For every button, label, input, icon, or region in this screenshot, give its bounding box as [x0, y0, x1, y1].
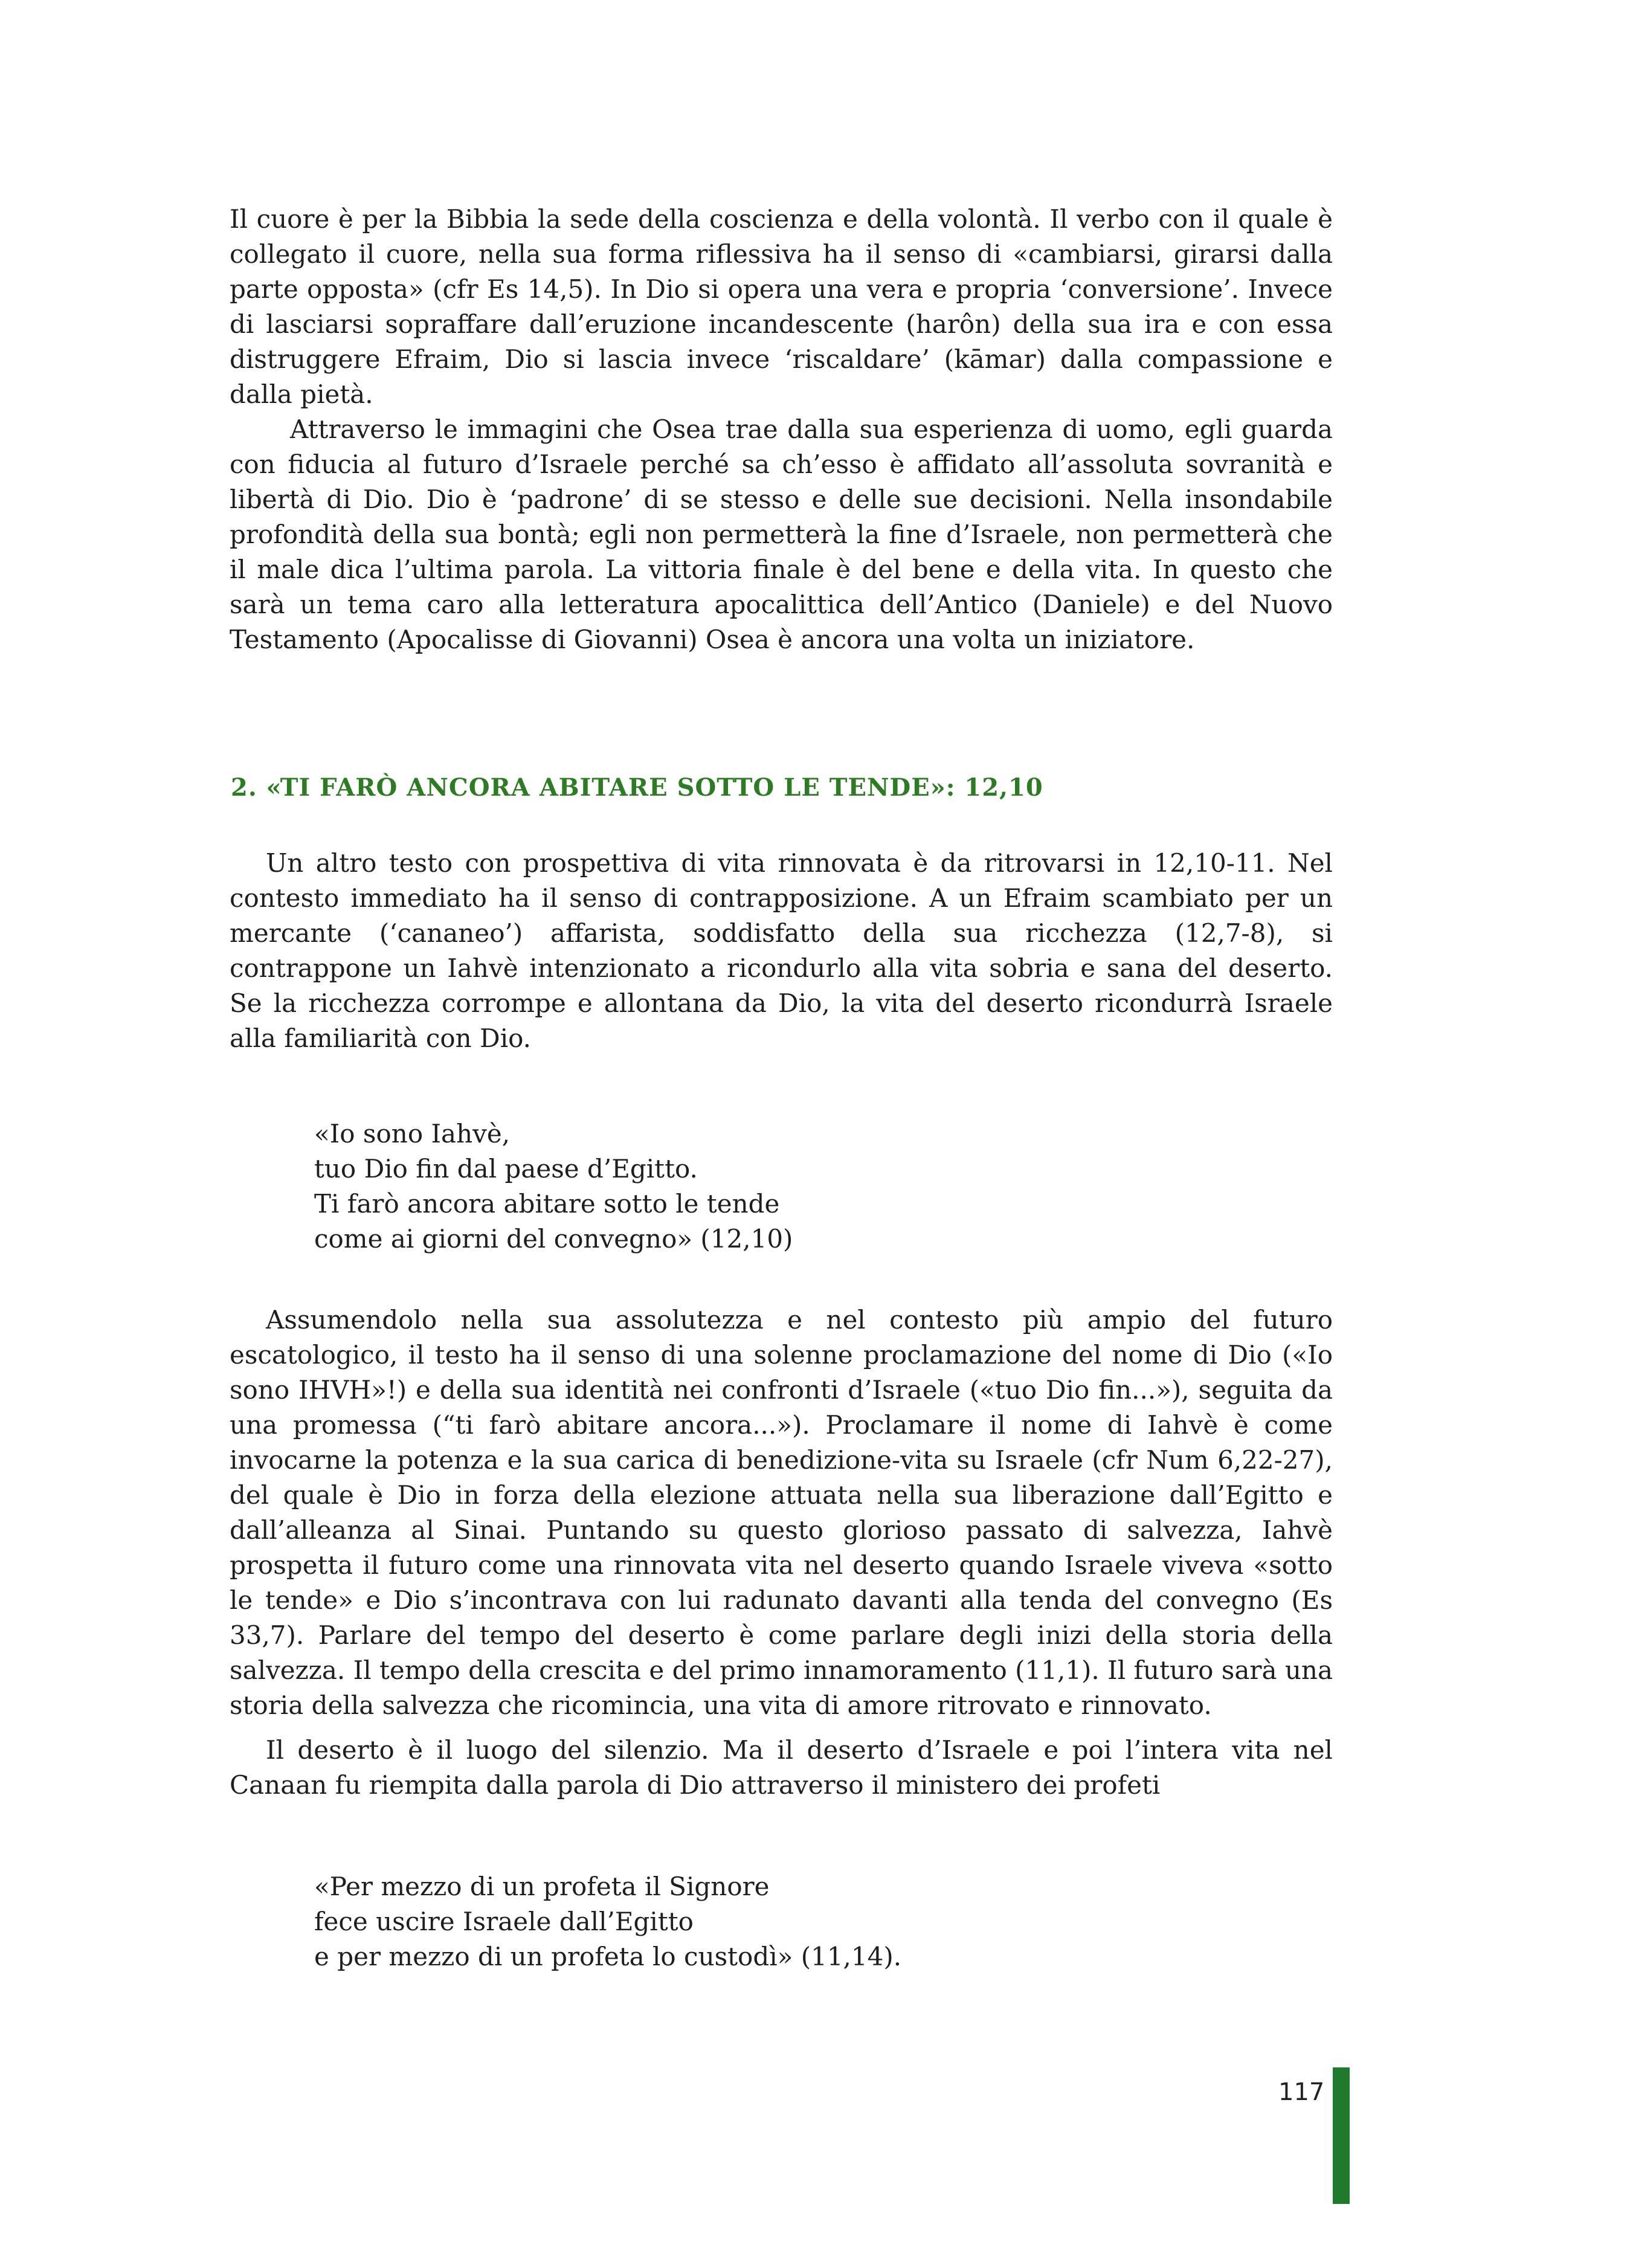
quote-line: Ti farò ancora abitare sotto le tende [314, 1189, 780, 1219]
scripture-quote-1 [314, 1116, 793, 1257]
body-text-block-3 [230, 1303, 1333, 1803]
body-text-block-1 [230, 202, 1333, 657]
scripture-quote-2 [314, 1869, 901, 1974]
paragraph: Un altro testo con prospettiva di vita rinnovata è da ritrovarsi in 12,10-11. Nel contesto immediato ha il senso di contrapposizione. A un Efraim scambiato per un mercante (‘cananeo’) affarista, soddisfatto della sua ricchezza (12,7-8), si contrappone un Iahvè intenzionato a ricondurlo alla vita sobria e sana del deserto. Se la ricchezza corrompe e allontana da Dio, la vita del deserto ricondurrà Israele alla familiarità con Dio. [230, 848, 1333, 1053]
paragraph: Assumendolo nella sua assolutezza e nel contesto più ampio del futuro escatologico, il testo ha il senso di una solenne proclamazione del nome di Dio («Io sono IHVH»!) e della sua identità nei confronti d’Israele («tuo Dio fin...»), seguita da una promessa (“ti farò abitare ancora...»). Proclamare il nome di Iahvè è come invocarne la potenza e la sua carica di benedizione-vita su Israele (cfr Num 6,22-27), del quale è Dio in forza della elezione attuata nella sua liberazione dall’Egitto e dall’alleanza al Sinai. Puntando su questo glorioso passato di salvezza, Iahvè prospetta il futuro come una rinnovata vita nel deserto quando Israele viveva «sotto le tende» e Dio s’incontrava con lui radunato davanti alla tenda del convegno (Es 33,7). Parlare del tempo del deserto è come parlare degli inizi della storia della salvezza. Il tempo della crescita e del primo innamoramento (11,1). Il futuro sarà una storia della salvezza che ricomincia, una vita di amore ritrovato e rinnovato. [230, 1305, 1333, 1720]
quote-line: tuo Dio fin dal paese d’Egitto. [314, 1154, 698, 1184]
quote-line: «Io sono Iahvè, [314, 1119, 511, 1148]
section-heading: 2. «TI FARÒ ANCORA ABITARE SOTTO LE TENDE»: 12,10 [231, 773, 1043, 802]
quote-line: e per mezzo di un profeta lo custodì» (11,14). [314, 1942, 902, 1971]
page-edge-marker [1333, 2067, 1350, 2204]
quote-line: «Per mezzo di un profeta il Signore [314, 1872, 770, 1901]
quote-line: fece uscire Israele dall’Egitto [314, 1907, 694, 1936]
paragraph: Il cuore è per la Bibbia la sede della coscienza e della volontà. Il verbo con il quale è collegato il cuore, nella sua forma riflessiva ha il senso di «cambiarsi, girarsi dalla parte opposta» (cfr Es 14,5). In Dio si opera una vera e propria ‘conversione’. Invece di lasciarsi sopraffare dall’eruzione incandescente (harôn) della sua ira e con essa distruggere Efraim, Dio si lascia invece ‘riscaldare’ (kāmar) dalla compassione e dalla pietà. [230, 204, 1333, 409]
page-number: 117 [1278, 2078, 1325, 2106]
paragraph: Attraverso le immagini che Osea trae dalla sua esperienza di uomo, egli guarda con fiducia al futuro d’Israele perché sa ch’esso è affidato all’assoluta sovranità e libertà di Dio. Dio è ‘padrone’ di se stesso e delle sue decisioni. Nella insondabile profondità della sua bontà; egli non permetterà la fine d’Israele, non permetterà che il male dica l’ultima parola. La vittoria finale è del bene e della vita. In questo che sarà un tema caro alla letteratura apocalittica dell’Antico (Daniele) e del Nuovo Testamento (Apocalisse di Giovanni) Osea è ancora una volta un iniziatore. [230, 414, 1333, 654]
body-text-block-2 [230, 846, 1333, 1056]
quote-line: come ai giorni del convegno» (12,10) [314, 1224, 793, 1254]
paragraph: Il deserto è il luogo del silenzio. Ma il deserto d’Israele e poi l’intera vita nel Canaan fu riempita dalla parola di Dio attraverso il ministero dei profeti [230, 1735, 1333, 1800]
